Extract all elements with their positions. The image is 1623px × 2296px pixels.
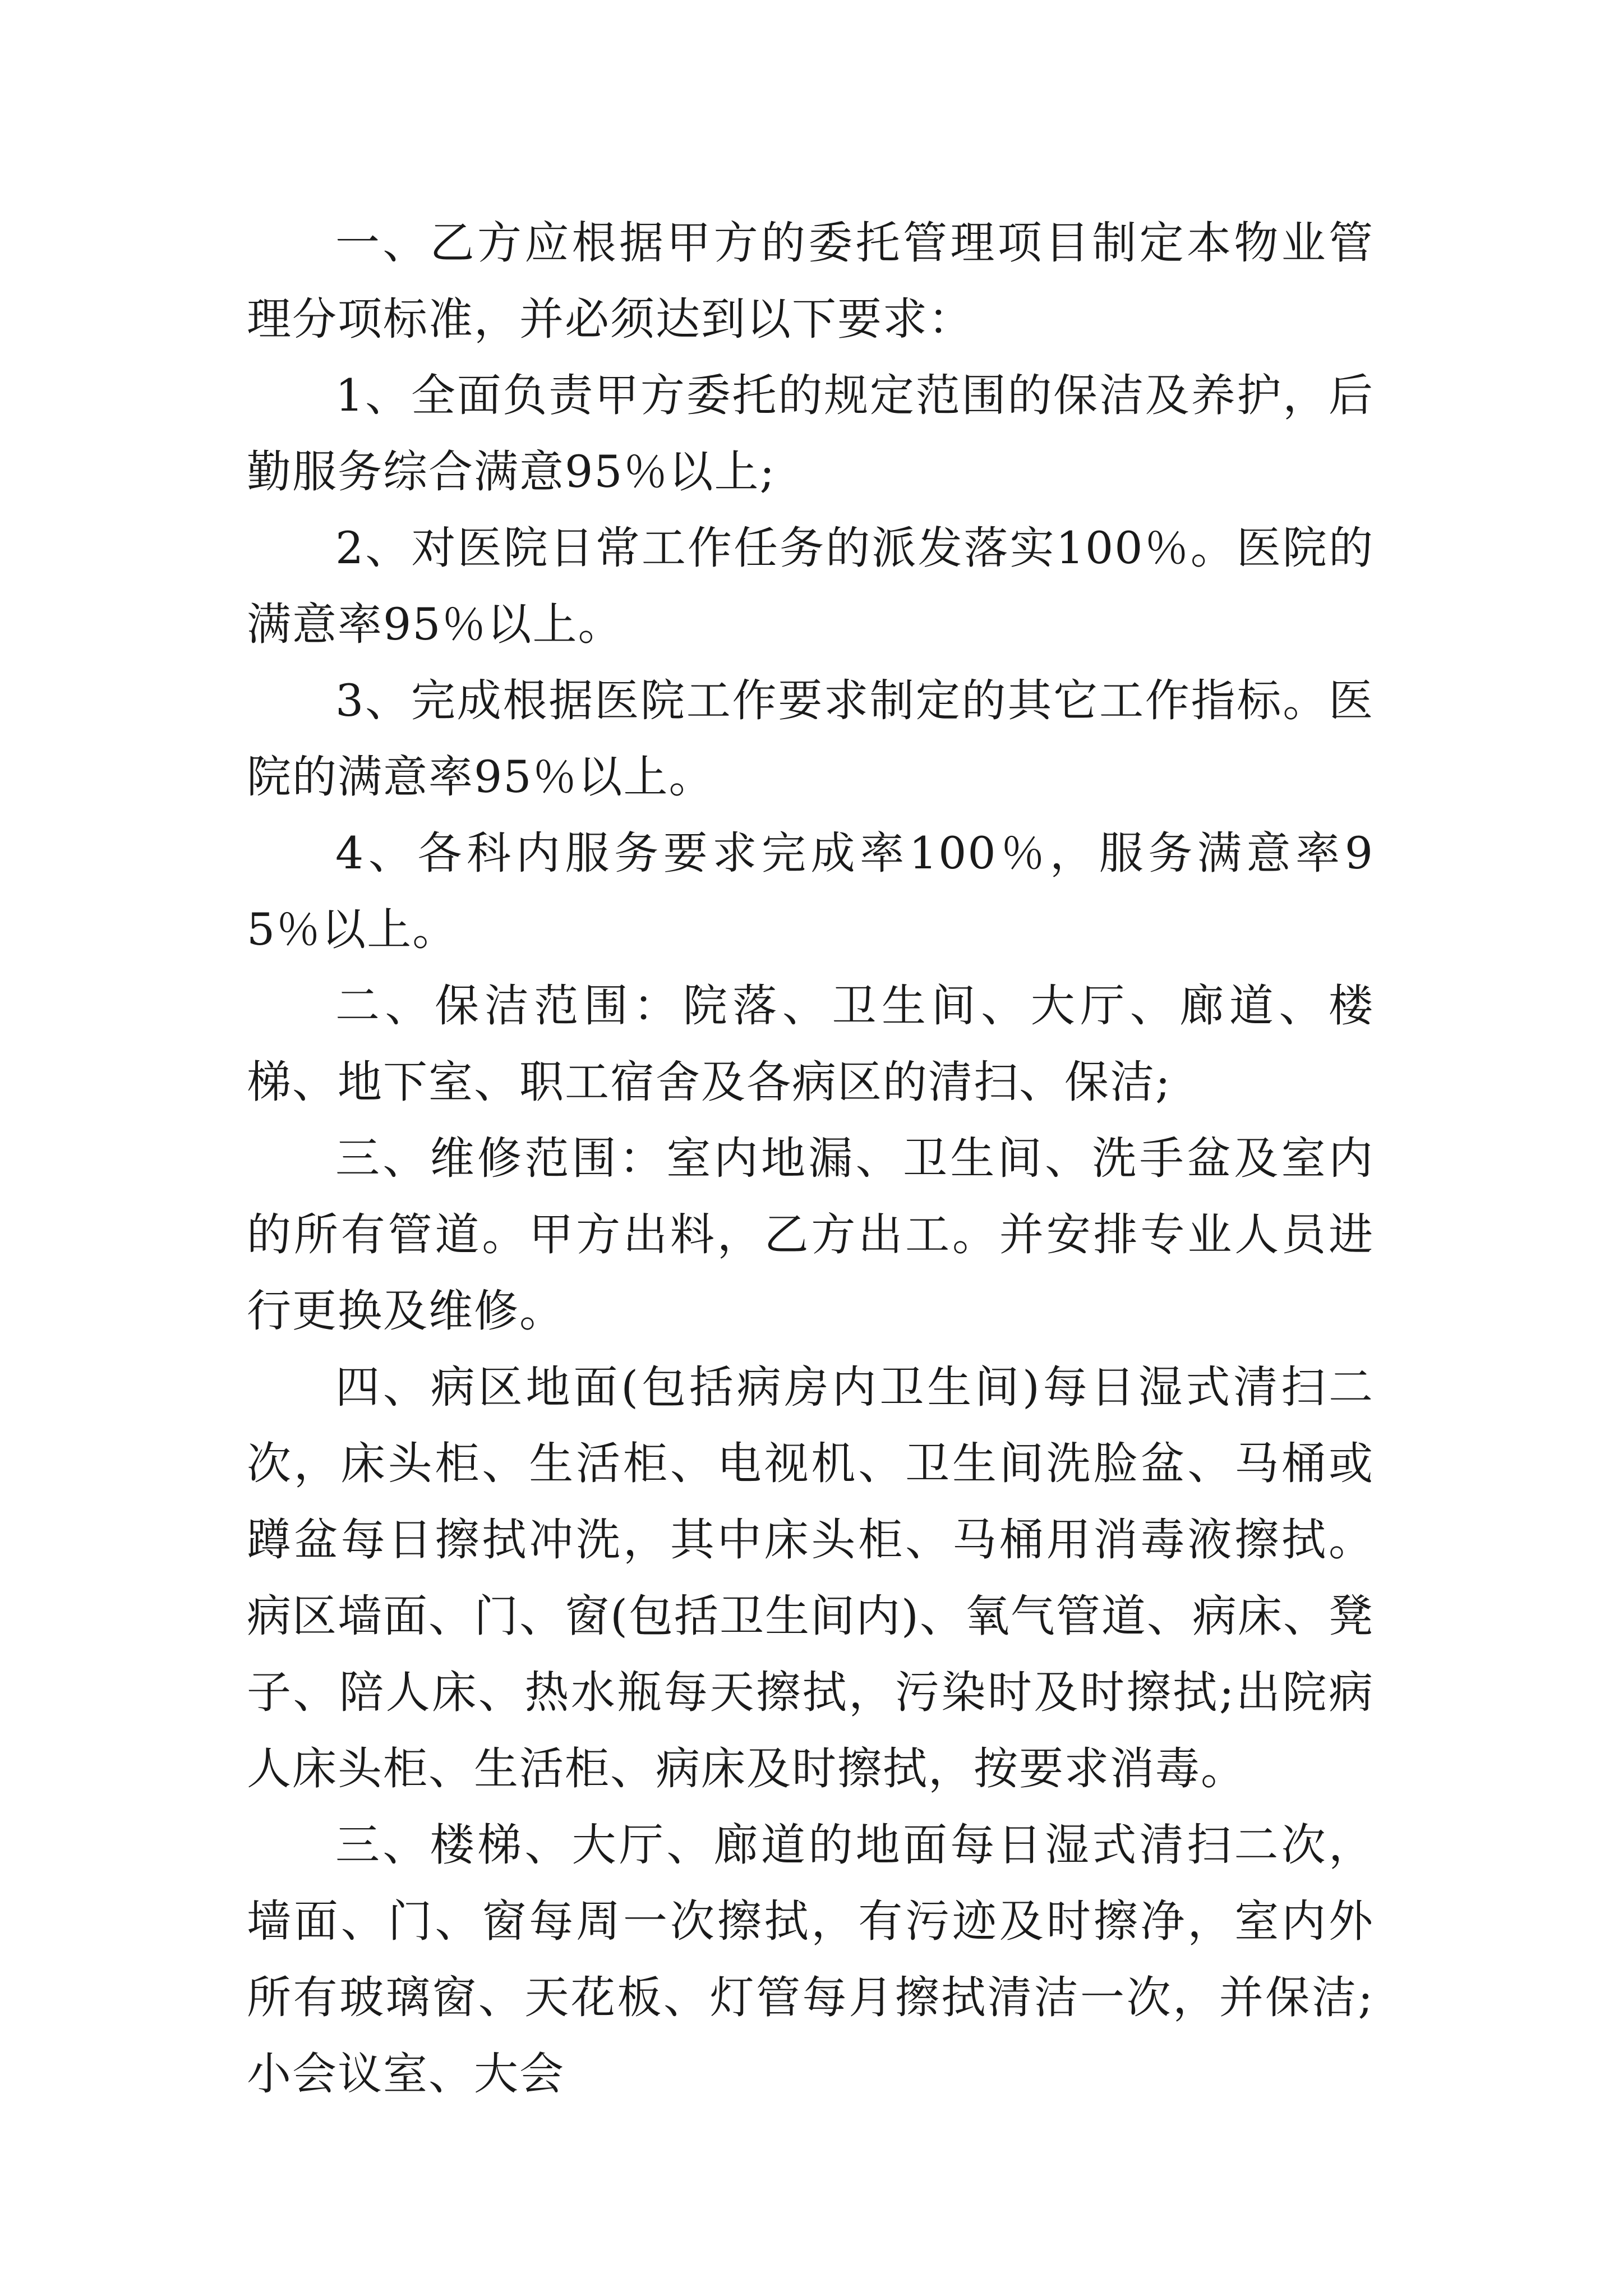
paragraph-requirements-intro: 一、乙方应根据甲方的委托管理项目制定本物业管理分项标准，并必须达到以下要求： [247,217,1374,345]
paragraph-requirement-3: 3、完成根据医院工作要求制定的其它工作指标。医院的满意率95％以上。 [247,675,1374,803]
paragraph-cleaning-scope: 二、保洁范围：院落、卫生间、大厅、廊道、楼梯、地下室、职工宿舍及各病区的清扫、保洁; [247,980,1374,1108]
paragraph-requirement-2: 2、对医院日常工作任务的派发落实100％。医院的满意率95％以上。 [247,522,1374,650]
paragraph-requirement-4: 4、各科内服务要求完成率100％，服务满意率95％以上。 [247,827,1374,955]
document-body [247,205,1374,2112]
paragraph-requirement-1: 1、全面负责甲方委托的规定范围的保洁及养护，后勤服务综合满意95％以上; [247,370,1374,498]
paragraph-public-area-cleaning: 三、楼梯、大厅、廊道的地面每日湿式清扫二次，墙面、门、窗每周一次擦拭，有污迹及时擦净，室内外所有玻璃窗、天花板、灯管每月擦拭清洁一次，并保洁;小会议室、大会 [247,1819,1374,2100]
paragraph-ward-cleaning: 四、病区地面(包括病房内卫生间)每日湿式清扫二次，床头柜、生活柜、电视机、卫生间洗脸盆、马桶或蹲盆每日擦拭冲洗，其中床头柜、马桶用消毒液擦拭。病区墙面、门、窗(包括卫生间内)、氧气管道、病床、凳子、陪人床、热水瓶每天擦拭，污染时及时擦拭;出院病人床头柜、生活柜、病床及时擦拭，按要求消毒。 [247,1361,1374,1795]
paragraph-repair-scope: 三、维修范围：室内地漏、卫生间、洗手盆及室内的所有管道。甲方出料，乙方出工。并安排专业人员进行更换及维修。 [247,1133,1374,1337]
